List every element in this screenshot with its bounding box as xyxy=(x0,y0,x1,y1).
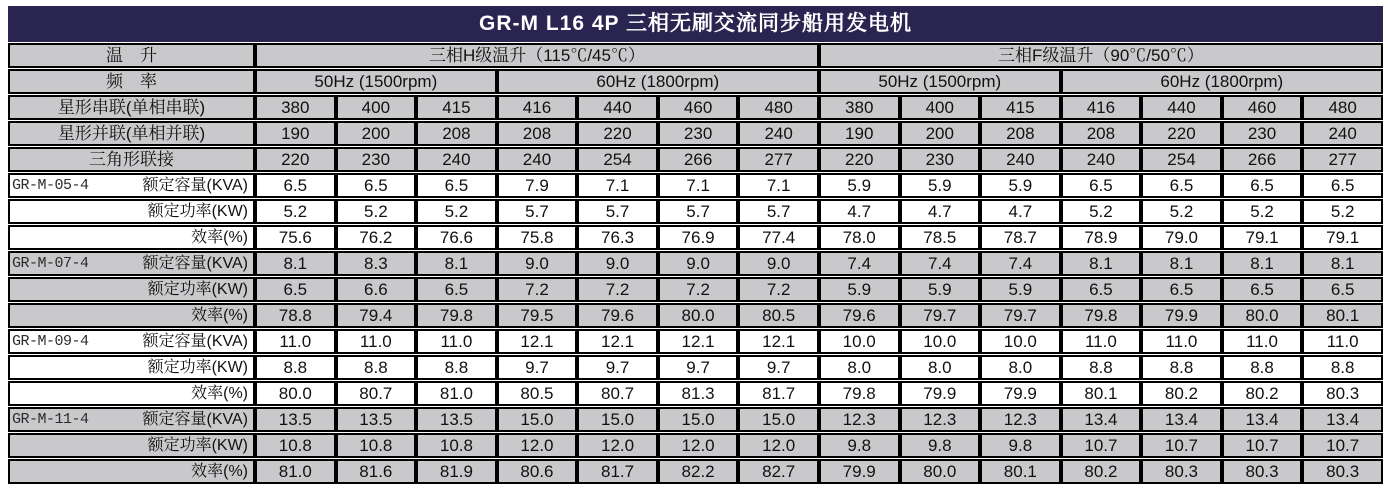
value-cell: 11.0 xyxy=(1222,329,1303,354)
value-cell: 80.5 xyxy=(738,303,819,328)
value-cell: 8.1 xyxy=(1061,251,1142,276)
param-label: 额定功率(KW) xyxy=(147,203,248,220)
value-cell: 6.5 xyxy=(1141,173,1222,198)
value-cell: 8.8 xyxy=(1222,355,1303,380)
value-cell: 80.3 xyxy=(1141,459,1222,484)
voltage-cell: 240 xyxy=(1061,147,1142,172)
value-cell: 8.1 xyxy=(416,251,497,276)
voltage-cell: 416 xyxy=(1061,95,1142,120)
value-cell: 9.0 xyxy=(658,251,739,276)
voltage-cell: 277 xyxy=(738,147,819,172)
value-cell: 79.6 xyxy=(819,303,900,328)
value-cell: 81.6 xyxy=(336,459,417,484)
value-cell: 81.7 xyxy=(738,381,819,406)
value-cell: 79.8 xyxy=(416,303,497,328)
value-cell: 15.0 xyxy=(577,407,658,432)
value-cell: 9.7 xyxy=(497,355,578,380)
value-cell: 5.2 xyxy=(255,199,336,224)
value-cell: 7.4 xyxy=(980,251,1061,276)
value-cell: 80.1 xyxy=(980,459,1061,484)
value-cell: 6.5 xyxy=(1061,277,1142,302)
voltage-cell: 440 xyxy=(577,95,658,120)
model-param-row xyxy=(8,303,1383,328)
value-cell: 9.8 xyxy=(900,433,981,458)
value-cell: 8.0 xyxy=(980,355,1061,380)
frequency-row xyxy=(8,69,1383,94)
value-cell: 5.2 xyxy=(1061,199,1142,224)
voltage-cell: 380 xyxy=(255,95,336,120)
row-header-cell xyxy=(8,225,255,250)
voltage-cell: 230 xyxy=(336,147,417,172)
value-cell: 10.8 xyxy=(416,433,497,458)
value-cell: 12.0 xyxy=(497,433,578,458)
value-cell: 7.2 xyxy=(577,277,658,302)
value-cell: 78.9 xyxy=(1061,225,1142,250)
voltage-cell: 230 xyxy=(658,121,739,146)
value-cell: 77.4 xyxy=(738,225,819,250)
value-cell: 8.8 xyxy=(416,355,497,380)
value-cell: 78.8 xyxy=(255,303,336,328)
value-cell: 8.3 xyxy=(336,251,417,276)
value-cell: 12.0 xyxy=(738,433,819,458)
connection-label: 三角形联接 xyxy=(8,147,255,172)
row-header-cell xyxy=(8,407,255,432)
value-cell: 12.1 xyxy=(497,329,578,354)
value-cell: 11.0 xyxy=(336,329,417,354)
value-cell: 81.0 xyxy=(255,459,336,484)
row-header-cell xyxy=(8,251,255,276)
param-label: 额定功率(KW) xyxy=(147,359,248,376)
param-label: 效率(%) xyxy=(191,307,248,324)
value-cell: 5.7 xyxy=(658,199,739,224)
value-cell: 80.7 xyxy=(577,381,658,406)
value-cell: 7.1 xyxy=(577,173,658,198)
value-cell: 6.5 xyxy=(416,173,497,198)
value-cell: 4.7 xyxy=(819,199,900,224)
value-cell: 5.2 xyxy=(336,199,417,224)
value-cell: 78.0 xyxy=(819,225,900,250)
voltage-cell: 240 xyxy=(980,147,1061,172)
value-cell: 8.8 xyxy=(1302,355,1383,380)
voltage-cell: 440 xyxy=(1141,95,1222,120)
freq-60hz-f-header: 60Hz (1800rpm) xyxy=(1061,69,1383,94)
voltage-cell: 266 xyxy=(1222,147,1303,172)
frequency-label: 频 率 xyxy=(8,69,255,94)
value-cell: 10.7 xyxy=(1222,433,1303,458)
value-cell: 80.0 xyxy=(255,381,336,406)
voltage-cell: 416 xyxy=(497,95,578,120)
value-cell: 79.8 xyxy=(819,381,900,406)
value-cell: 5.7 xyxy=(738,199,819,224)
voltage-cell: 230 xyxy=(900,147,981,172)
value-cell: 8.0 xyxy=(900,355,981,380)
voltage-row xyxy=(8,95,1383,120)
value-cell: 5.9 xyxy=(980,277,1061,302)
param-label: 额定容量(KVA) xyxy=(142,411,248,428)
row-header-cell xyxy=(8,199,255,224)
value-cell: 80.3 xyxy=(1302,459,1383,484)
voltage-cell: 380 xyxy=(819,95,900,120)
voltage-cell: 277 xyxy=(1302,147,1383,172)
value-cell: 12.1 xyxy=(658,329,739,354)
voltage-cell: 480 xyxy=(1302,95,1383,120)
value-cell: 82.7 xyxy=(738,459,819,484)
value-cell: 6.5 xyxy=(1302,277,1383,302)
value-cell: 79.4 xyxy=(336,303,417,328)
voltage-cell: 230 xyxy=(1222,121,1303,146)
model-param-row xyxy=(8,329,1383,354)
value-cell: 9.7 xyxy=(577,355,658,380)
value-cell: 81.0 xyxy=(416,381,497,406)
freq-50hz-f-header: 50Hz (1500rpm) xyxy=(819,69,1061,94)
value-cell: 7.4 xyxy=(900,251,981,276)
model-param-row xyxy=(8,225,1383,250)
value-cell: 8.1 xyxy=(255,251,336,276)
value-cell: 79.7 xyxy=(980,303,1061,328)
value-cell: 12.1 xyxy=(738,329,819,354)
temp-rise-label: 温 升 xyxy=(8,43,255,68)
voltage-cell: 400 xyxy=(336,95,417,120)
value-cell: 78.7 xyxy=(980,225,1061,250)
row-header-cell xyxy=(8,303,255,328)
model-name: GR-M-11-4 xyxy=(12,411,89,428)
value-cell: 80.2 xyxy=(1141,381,1222,406)
voltage-cell: 460 xyxy=(1222,95,1303,120)
value-cell: 9.0 xyxy=(577,251,658,276)
value-cell: 6.5 xyxy=(1302,173,1383,198)
row-header-cell xyxy=(8,173,255,198)
value-cell: 80.1 xyxy=(1061,381,1142,406)
value-cell: 76.9 xyxy=(658,225,739,250)
value-cell: 12.3 xyxy=(900,407,981,432)
voltage-cell: 200 xyxy=(336,121,417,146)
value-cell: 6.5 xyxy=(255,277,336,302)
value-cell: 79.5 xyxy=(497,303,578,328)
value-cell: 80.7 xyxy=(336,381,417,406)
row-header-cell xyxy=(8,329,255,354)
value-cell: 7.1 xyxy=(658,173,739,198)
f-class-header: 三相F级温升（90℃/50℃） xyxy=(819,43,1383,68)
voltage-cell: 400 xyxy=(900,95,981,120)
value-cell: 6.5 xyxy=(1141,277,1222,302)
value-cell: 10.0 xyxy=(980,329,1061,354)
voltage-cell: 208 xyxy=(416,121,497,146)
value-cell: 13.4 xyxy=(1141,407,1222,432)
value-cell: 76.2 xyxy=(336,225,417,250)
h-class-header: 三相H级温升（115℃/45℃） xyxy=(255,43,819,68)
value-cell: 6.6 xyxy=(336,277,417,302)
voltage-cell: 190 xyxy=(255,121,336,146)
value-cell: 75.6 xyxy=(255,225,336,250)
value-cell: 10.0 xyxy=(900,329,981,354)
param-label: 效率(%) xyxy=(191,385,248,402)
value-cell: 6.5 xyxy=(336,173,417,198)
value-cell: 9.7 xyxy=(658,355,739,380)
param-label: 额定容量(KVA) xyxy=(142,333,248,350)
value-cell: 80.2 xyxy=(1061,459,1142,484)
param-label: 额定容量(KVA) xyxy=(142,255,248,272)
value-cell: 81.3 xyxy=(658,381,739,406)
value-cell: 8.1 xyxy=(1302,251,1383,276)
voltage-cell: 254 xyxy=(577,147,658,172)
value-cell: 7.2 xyxy=(738,277,819,302)
value-cell: 12.0 xyxy=(577,433,658,458)
value-cell: 81.7 xyxy=(577,459,658,484)
value-cell: 5.9 xyxy=(819,277,900,302)
model-param-row xyxy=(8,355,1383,380)
value-cell: 5.2 xyxy=(416,199,497,224)
value-cell: 5.7 xyxy=(577,199,658,224)
value-cell: 80.1 xyxy=(1302,303,1383,328)
voltage-cell: 220 xyxy=(255,147,336,172)
value-cell: 8.8 xyxy=(1141,355,1222,380)
value-cell: 11.0 xyxy=(1061,329,1142,354)
value-cell: 6.5 xyxy=(1222,277,1303,302)
value-cell: 5.7 xyxy=(497,199,578,224)
voltage-row xyxy=(8,147,1383,172)
value-cell: 12.0 xyxy=(658,433,739,458)
value-cell: 79.6 xyxy=(577,303,658,328)
value-cell: 5.2 xyxy=(1302,199,1383,224)
voltage-row xyxy=(8,121,1383,146)
value-cell: 8.8 xyxy=(255,355,336,380)
value-cell: 10.7 xyxy=(1141,433,1222,458)
model-name: GR-M-07-4 xyxy=(12,255,89,272)
voltage-cell: 220 xyxy=(1141,121,1222,146)
page-title: GR-M L16 4P 三相无刷交流同步船用发电机 xyxy=(8,6,1383,42)
value-cell: 80.0 xyxy=(658,303,739,328)
value-cell: 79.9 xyxy=(819,459,900,484)
value-cell: 6.5 xyxy=(1222,173,1303,198)
value-cell: 11.0 xyxy=(416,329,497,354)
value-cell: 79.1 xyxy=(1302,225,1383,250)
model-param-row xyxy=(8,433,1383,458)
voltage-cell: 480 xyxy=(738,95,819,120)
value-cell: 79.9 xyxy=(1141,303,1222,328)
value-cell: 8.0 xyxy=(819,355,900,380)
connection-label: 星形并联(单相并联) xyxy=(8,121,255,146)
model-param-row xyxy=(8,199,1383,224)
value-cell: 12.1 xyxy=(577,329,658,354)
value-cell: 4.7 xyxy=(980,199,1061,224)
value-cell: 9.7 xyxy=(738,355,819,380)
model-name: GR-M-05-4 xyxy=(12,177,89,194)
value-cell: 9.8 xyxy=(980,433,1061,458)
value-cell: 11.0 xyxy=(255,329,336,354)
voltage-cell: 415 xyxy=(416,95,497,120)
voltage-cell: 254 xyxy=(1141,147,1222,172)
value-cell: 5.9 xyxy=(900,277,981,302)
value-cell: 79.7 xyxy=(900,303,981,328)
value-cell: 12.3 xyxy=(980,407,1061,432)
voltage-cell: 200 xyxy=(900,121,981,146)
value-cell: 7.4 xyxy=(819,251,900,276)
row-header-cell xyxy=(8,277,255,302)
value-cell: 80.3 xyxy=(1222,459,1303,484)
value-cell: 79.1 xyxy=(1222,225,1303,250)
value-cell: 4.7 xyxy=(900,199,981,224)
value-cell: 10.0 xyxy=(819,329,900,354)
row-header-cell xyxy=(8,459,255,484)
voltage-cell: 190 xyxy=(819,121,900,146)
value-cell: 8.8 xyxy=(1061,355,1142,380)
value-cell: 11.0 xyxy=(1302,329,1383,354)
value-cell: 79.0 xyxy=(1141,225,1222,250)
value-cell: 5.9 xyxy=(900,173,981,198)
temp-rise-row xyxy=(8,43,1383,68)
param-label: 效率(%) xyxy=(191,463,248,480)
value-cell: 13.5 xyxy=(416,407,497,432)
value-cell: 5.9 xyxy=(819,173,900,198)
param-label: 额定功率(KW) xyxy=(147,281,248,298)
value-cell: 78.5 xyxy=(900,225,981,250)
value-cell: 15.0 xyxy=(497,407,578,432)
value-cell: 7.2 xyxy=(497,277,578,302)
voltage-cell: 240 xyxy=(497,147,578,172)
value-cell: 15.0 xyxy=(738,407,819,432)
voltage-cell: 208 xyxy=(497,121,578,146)
value-cell: 9.0 xyxy=(497,251,578,276)
value-cell: 6.5 xyxy=(416,277,497,302)
row-header-cell xyxy=(8,433,255,458)
value-cell: 6.5 xyxy=(255,173,336,198)
value-cell: 79.9 xyxy=(900,381,981,406)
generator-spec-table xyxy=(8,42,1383,485)
connection-label: 星形串联(单相串联) xyxy=(8,95,255,120)
value-cell: 76.6 xyxy=(416,225,497,250)
model-param-row xyxy=(8,381,1383,406)
value-cell: 80.6 xyxy=(497,459,578,484)
value-cell: 13.4 xyxy=(1222,407,1303,432)
value-cell: 5.2 xyxy=(1141,199,1222,224)
value-cell: 15.0 xyxy=(658,407,739,432)
value-cell: 13.4 xyxy=(1302,407,1383,432)
value-cell: 9.0 xyxy=(738,251,819,276)
value-cell: 13.5 xyxy=(336,407,417,432)
param-label: 效率(%) xyxy=(191,229,248,246)
value-cell: 5.9 xyxy=(980,173,1061,198)
model-name: GR-M-09-4 xyxy=(12,333,89,350)
voltage-cell: 220 xyxy=(577,121,658,146)
value-cell: 10.7 xyxy=(1061,433,1142,458)
value-cell: 75.8 xyxy=(497,225,578,250)
voltage-cell: 208 xyxy=(1061,121,1142,146)
value-cell: 10.8 xyxy=(336,433,417,458)
value-cell: 80.0 xyxy=(900,459,981,484)
value-cell: 8.1 xyxy=(1141,251,1222,276)
voltage-cell: 240 xyxy=(738,121,819,146)
value-cell: 10.7 xyxy=(1302,433,1383,458)
voltage-cell: 208 xyxy=(980,121,1061,146)
voltage-cell: 266 xyxy=(658,147,739,172)
row-header-cell xyxy=(8,355,255,380)
value-cell: 82.2 xyxy=(658,459,739,484)
value-cell: 80.0 xyxy=(1222,303,1303,328)
model-param-row xyxy=(8,251,1383,276)
value-cell: 12.3 xyxy=(819,407,900,432)
voltage-cell: 240 xyxy=(1302,121,1383,146)
value-cell: 80.3 xyxy=(1302,381,1383,406)
value-cell: 13.4 xyxy=(1061,407,1142,432)
param-label: 额定容量(KVA) xyxy=(142,177,248,194)
value-cell: 13.5 xyxy=(255,407,336,432)
voltage-cell: 460 xyxy=(658,95,739,120)
value-cell: 8.8 xyxy=(336,355,417,380)
value-cell: 7.1 xyxy=(738,173,819,198)
model-param-row xyxy=(8,173,1383,198)
value-cell: 81.9 xyxy=(416,459,497,484)
param-label: 额定功率(KW) xyxy=(147,437,248,454)
row-header-cell xyxy=(8,381,255,406)
value-cell: 76.3 xyxy=(577,225,658,250)
voltage-cell: 240 xyxy=(416,147,497,172)
value-cell: 9.8 xyxy=(819,433,900,458)
value-cell: 5.2 xyxy=(1222,199,1303,224)
freq-50hz-h-header: 50Hz (1500rpm) xyxy=(255,69,497,94)
value-cell: 6.5 xyxy=(1061,173,1142,198)
value-cell: 10.8 xyxy=(255,433,336,458)
model-param-row xyxy=(8,459,1383,484)
value-cell: 7.9 xyxy=(497,173,578,198)
value-cell: 80.2 xyxy=(1222,381,1303,406)
value-cell: 79.9 xyxy=(980,381,1061,406)
voltage-cell: 415 xyxy=(980,95,1061,120)
voltage-cell: 220 xyxy=(819,147,900,172)
model-param-row xyxy=(8,407,1383,432)
value-cell: 11.0 xyxy=(1141,329,1222,354)
value-cell: 7.2 xyxy=(658,277,739,302)
value-cell: 79.8 xyxy=(1061,303,1142,328)
value-cell: 80.5 xyxy=(497,381,578,406)
value-cell: 8.1 xyxy=(1222,251,1303,276)
model-param-row xyxy=(8,277,1383,302)
freq-60hz-h-header: 60Hz (1800rpm) xyxy=(497,69,819,94)
